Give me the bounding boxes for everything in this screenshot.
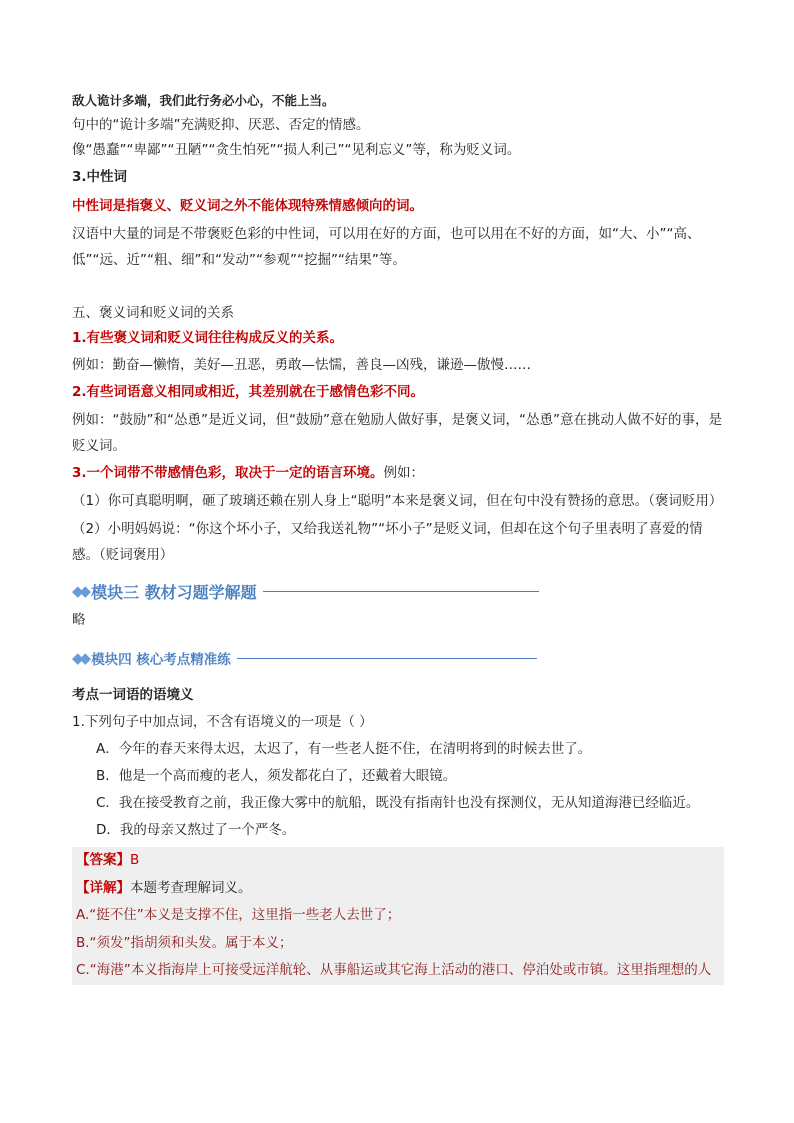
document-page xyxy=(72,88,724,985)
answer-label: 【答案】 xyxy=(76,852,130,868)
rule-line xyxy=(72,461,724,486)
answer-line xyxy=(72,847,724,875)
detail-a: A.“挺不住”本义是支撑不住，这里指一些老人去世了； xyxy=(76,907,401,923)
paragraph: 例如：“鼓励”和“怂恿”是近义词，但“鼓励”意在勉励人做好事，是褒义词，“怂恿”意在挑动人做不好的事，是贬义词。 xyxy=(72,412,722,454)
text-line: 句中的“诡计多端”充满贬抑、厌恶、否定的情感。 xyxy=(72,117,370,133)
double-diamond-icon: ◆◆ xyxy=(72,649,88,667)
question-stem: 1.下列句子中加点词，不含有语境义的一项是（ ） xyxy=(72,714,373,730)
detail-b: B.“须发”指胡须和头发。属于本义； xyxy=(76,934,293,951)
module-title: 模块四 核心考点精准练 xyxy=(91,652,231,668)
option-b: B．他是一个高而瘦的老人，须发都花白了，还戴着大眼镜。 xyxy=(96,768,457,784)
rule-text: 2.有些词语意义相同或相近，其差别就在于感情色彩不同。 xyxy=(72,384,425,400)
module-four-header xyxy=(72,641,724,675)
example-text: 例如：勤奋—懒惰，美好—丑恶，勇敢—怯懦，善良—凶残，谦逊—傲慢…… xyxy=(72,357,531,373)
module-three-header xyxy=(72,574,724,608)
header-rule xyxy=(237,658,537,659)
definition-text: 中性词是指褒义、贬义词之外不能体现特殊情感倾向的词。 xyxy=(72,198,423,214)
double-diamond-icon: ◆◆ xyxy=(72,582,88,600)
detail-label: 【详解】 xyxy=(76,879,130,896)
text-line: 像“愚蠢”“卑鄙”“丑陋”“贪生怕死”“损人利己”“见利忘义”等，称为贬义词。 xyxy=(72,142,521,158)
spacer xyxy=(72,273,724,301)
example-sentence: 敌人诡计多端，我们此行务必小心，不能上当。 xyxy=(72,93,335,108)
rule-text: 3.一个词带不带感情色彩，取决于一定的语言环境。 xyxy=(72,465,384,481)
module-body: 略 xyxy=(72,612,86,628)
kaodian-heading: 考点一词语的语境义 xyxy=(72,687,194,703)
paragraph: 汉语中大量的词是不带褒贬色彩的中性词，可以用在好的方面，也可以用在不好的方面，如“大、小”“高、低”“远、近”“粗、细”和“发动”“参观”“挖掘”“结果”等。 xyxy=(72,226,701,268)
section-title: 五、褒义词和贬义词的关系 xyxy=(72,305,234,321)
option-d: D．我的母亲又熬过了一个严冬。 xyxy=(96,822,296,838)
module-title: 模块三 教材习题学解题 xyxy=(91,582,257,602)
rule-text: 1.有些褒义词和贬义词往往构成反义的关系。 xyxy=(72,330,344,346)
option-c: C．我在接受教育之前，我正像大雾中的航船，既没有指南针也没有探测仪，无从知道海港已经临近。 xyxy=(96,795,700,811)
option-a: A．今年的春天来得太迟，太迟了，有一些老人挺不住，在清明将到的时候去世了。 xyxy=(96,741,592,757)
detail-text: 本题考查理解词义。 xyxy=(130,879,252,896)
example-item: （1）你可真聪明啊，砸了玻璃还赖在别人身上“聪明”本来是褒义词，但在句中没有赞扬的意思。（褒词贬用） xyxy=(72,493,723,509)
section-heading: 3.中性词 xyxy=(72,169,128,185)
header-rule xyxy=(263,591,539,592)
detail-line xyxy=(72,875,724,903)
example-item: （2）小明妈妈说：“你这个坏小子，又给我送礼物”“坏小子”是贬义词，但却在这个句子里表明了喜爱的情感。（贬词褒用） xyxy=(72,521,703,563)
rule-tail: 例如： xyxy=(383,465,425,481)
answer-box xyxy=(72,847,724,985)
detail-c: C.“海港”本义指海岸上可接受远洋航轮、从事船运或其它海上活动的港口、停泊处或市镇。这里指理想的人 xyxy=(76,962,712,978)
answer-value: B xyxy=(130,852,140,868)
